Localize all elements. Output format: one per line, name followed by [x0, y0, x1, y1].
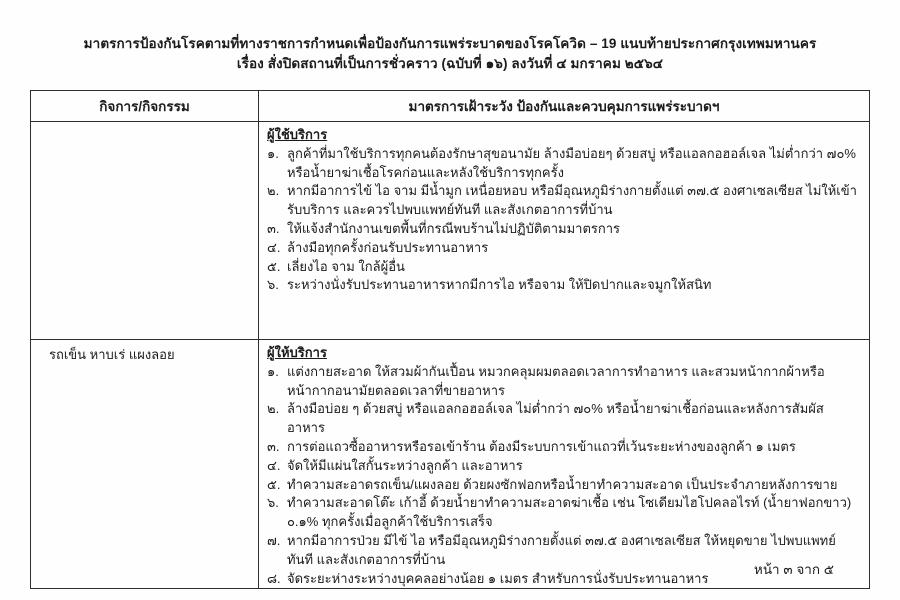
item-text: ลูกค้าที่มาใช้บริการทุกคนต้องรักษาสุขอนามัย ล้างมือบ่อยๆ ด้วยสบู่ หรือแอลกอฮอล์เจล ไม่ต่ำกว่า ๗๐% หรือน้ำยาฆ่าเชื้อโรคก่อนและหลังใช้บริการทุกครั้ง [287, 145, 856, 180]
column-header-activity: กิจการ/กิจกรรม [31, 91, 259, 122]
list-item [267, 363, 859, 401]
list-item [267, 438, 859, 457]
item-number: ๖. [267, 495, 279, 511]
list-item [267, 220, 859, 239]
page-number: หน้า ๓ จาก ๕ [753, 562, 834, 577]
item-number: ๔. [267, 239, 281, 255]
measures-cell-service-providers [259, 340, 870, 589]
item-number: ๓. [267, 438, 280, 454]
item-number: ๓. [267, 220, 280, 236]
item-number: ๕. [267, 258, 281, 274]
list-item [267, 276, 859, 295]
measures-cell-service-users [259, 122, 870, 340]
table-row-service-users [31, 122, 870, 340]
item-number: ๘. [267, 570, 281, 586]
item-text: ล้างมือบ่อย ๆ ด้วยสบู่ หรือแอลกอฮอล์เจล ไม่ต่ำกว่า ๗๐% หรือน้ำยาฆ่าเชื้อก่อนและหลังการสัมผัสอาหาร [287, 401, 824, 436]
list-item [267, 494, 859, 532]
item-number: ๒. [267, 183, 280, 199]
item-number: ๖. [267, 277, 279, 293]
table-header-row [31, 91, 870, 122]
section-heading-service-providers: ผู้ให้บริการ [267, 345, 327, 360]
title-line-2: เรื่อง สั่งปิดสถานที่เป็นการชั่วคราว (ฉบับที่ ๑๖) ลงวันที่ ๔ มกราคม ๒๕๖๔ [236, 56, 664, 71]
list-item [267, 258, 859, 277]
item-text: เลี่ยงไอ จาม ใกล้ผู้อื่น [287, 258, 405, 274]
list-item [267, 400, 859, 438]
item-number: ๒. [267, 401, 280, 417]
item-text: การต่อแถวซื้ออาหารหรือรอเข้าร้าน ต้องมีระบบการเข้าแถวที่เว้นระยะห่างของลูกค้า ๑ เมตร [287, 438, 796, 454]
item-text: จัดระยะห่างระหว่างบุคคลอย่างน้อย ๑ เมตร สำหรับการนั่งรับประทานอาหาร [287, 570, 709, 586]
activity-cell-street-vendors: รถเข็น หาบเร่ แผงลอย [31, 340, 259, 589]
item-number: ๑. [267, 363, 279, 379]
title-line-1: มาตรการป้องกันโรคตามที่ทางราชการกำหนดเพื่อป้องกันการแพร่ระบาดของโรคโควิด – 19 แนบท้ายประกาศกรุงเทพมหานคร [83, 36, 817, 51]
column-header-measures: มาตรการเฝ้าระวัง ป้องกันและควบคุมการแพร่ระบาดฯ [259, 91, 870, 122]
item-text: ทำความสะอาดรถเข็น/แผงลอย ด้วยผงซักฟอกหรือน้ำยาทำความสะอาด เป็นประจำภายหลังการขาย [287, 476, 838, 492]
item-number: ๗. [267, 532, 281, 548]
item-text: ระหว่างนั่งรับประทานอาหารหากมีการไอ หรือจาม ให้ปิดปากและจมูกให้สนิท [287, 277, 712, 293]
item-number: ๕. [267, 476, 281, 492]
item-text: แต่งกายสะอาด ให้สวมผ้ากันเปื้อน หมวกคลุมผมตลอดเวลาการทำอาหาร และสวมหน้ากากผ้าหรือหน้ากากอนามัยตลอดเวลาที่ขายอาหาร [287, 363, 825, 398]
measures-table [30, 90, 870, 589]
list-item [267, 457, 859, 476]
item-text: จัดให้มีแผ่นใสกั้นระหว่างลูกค้า และอาหาร [287, 457, 523, 473]
list-item [267, 476, 859, 495]
table-row-street-vendors [31, 340, 870, 589]
item-text: ให้แจ้งสำนักงานเขตพื้นที่กรณีพบร้านไม่ปฏิบัติตามมาตรการ [287, 220, 621, 236]
item-number: ๑. [267, 145, 279, 161]
activity-cell-empty [31, 122, 259, 340]
item-text: หากมีอาการป่วย มีไข้ ไอ หรือมีอุณหภูมิร่างกายตั้งแต่ ๓๗.๕ องศาเซลเซียส ให้หยุดขาย ไปพบแพทย์ทันที และสังเกตอาการที่บ้าน [287, 532, 836, 567]
item-number: ๔. [267, 457, 281, 473]
list-item [267, 145, 859, 183]
section-heading-service-users: ผู้ใช้บริการ [267, 127, 328, 142]
item-text: ล้างมือทุกครั้งก่อนรับประทานอาหาร [287, 239, 489, 255]
item-text: ทำความสะอาดโต๊ะ เก้าอี้ ด้วยน้ำยาทำความสะอาดฆ่าเชื้อ เช่น โซเดียมไฮโปคลอไรท์ (น้ำยาฟอกขาว) ๐.๑% ทุกครั้งเมื่อลูกค้าใช้บริการเสร็จ [287, 495, 852, 530]
item-text: หากมีอาการไข้ ไอ จาม มีน้ำมูก เหนื่อยหอบ หรือมีอุณหภูมิร่างกายตั้งแต่ ๓๗.๕ องศาเซลเซียส ไม่ให้เข้ารับบริการ และควรไปพบแพทย์ทันที และสังเกตอาการที่บ้าน [287, 183, 857, 218]
list-item [267, 182, 859, 220]
list-item [267, 239, 859, 258]
document-title [0, 0, 900, 74]
